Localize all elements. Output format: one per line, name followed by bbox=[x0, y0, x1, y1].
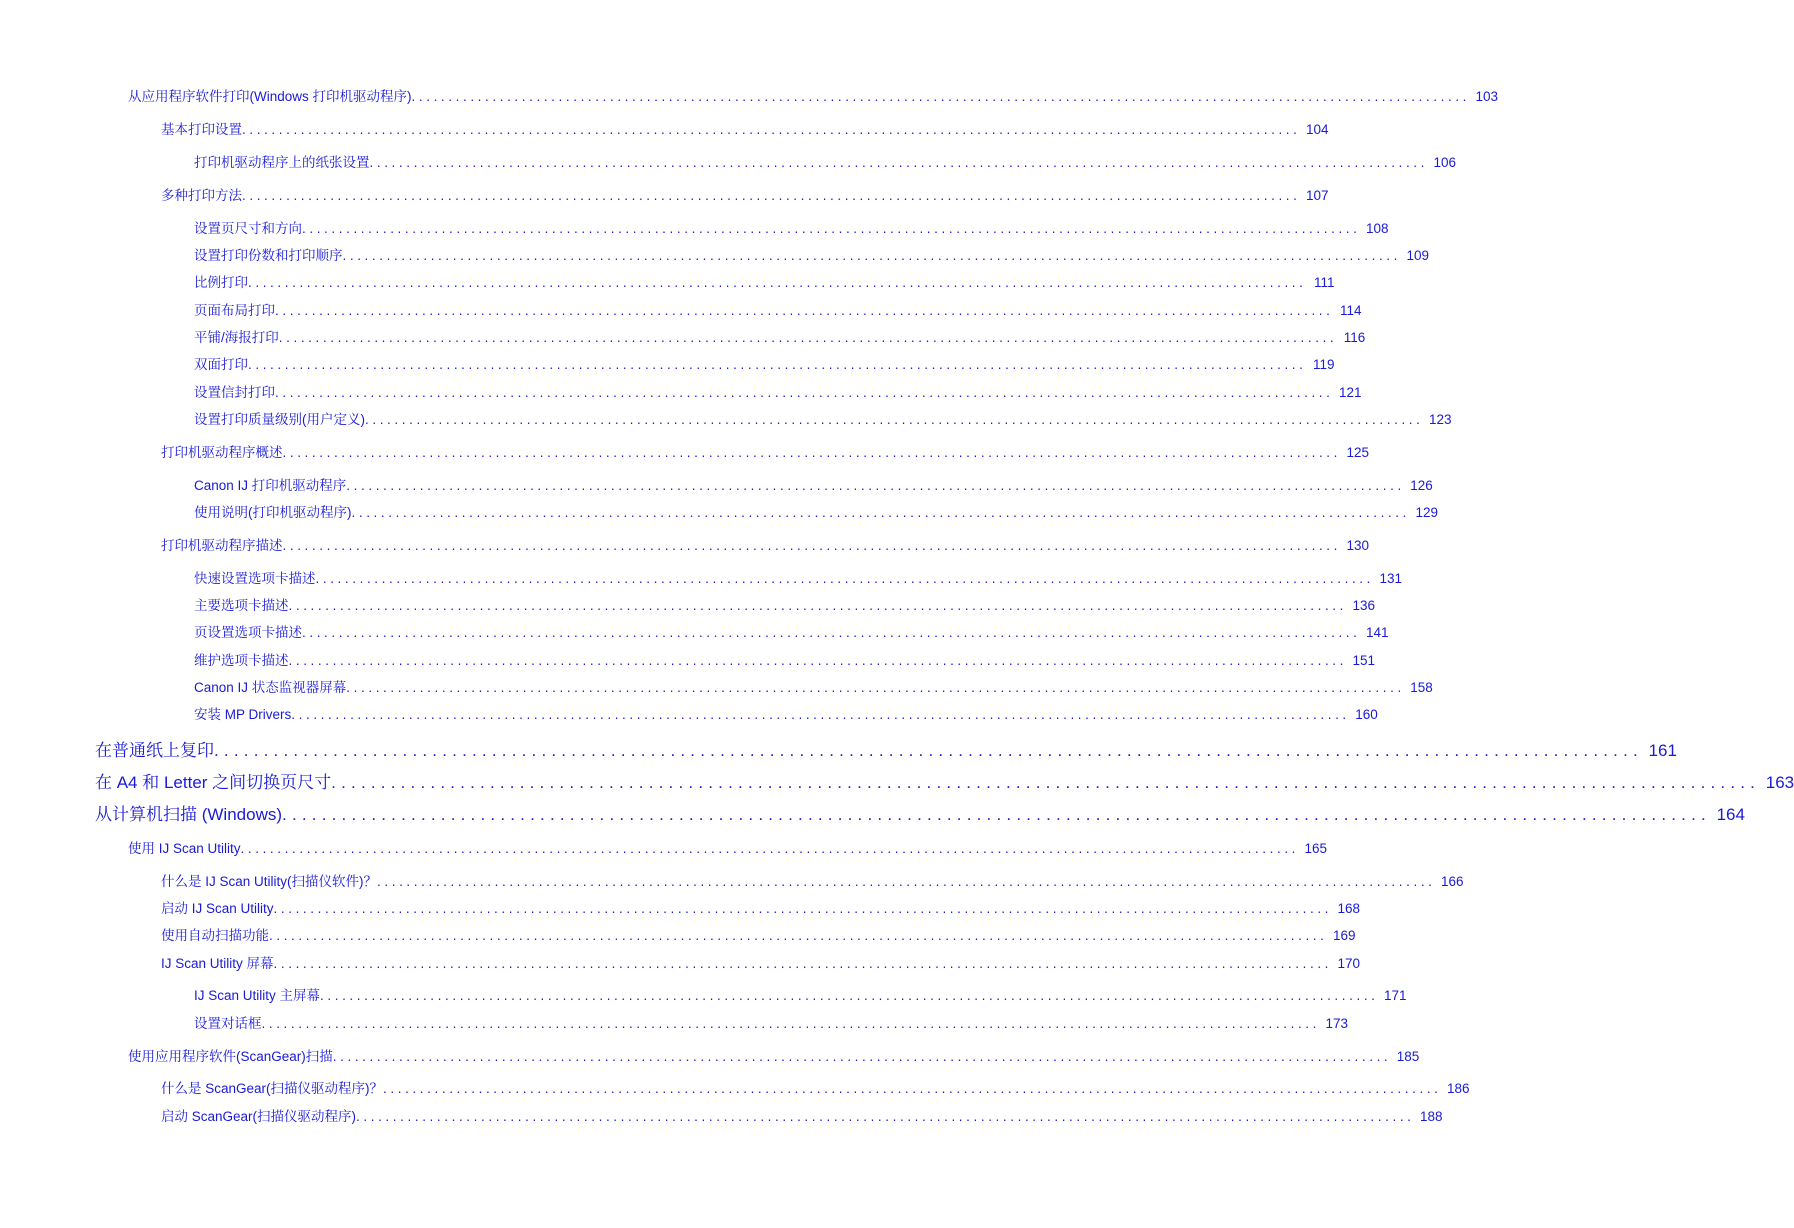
toc-entry-title: 设置打印质量级别(用户定义) bbox=[194, 412, 365, 427]
toc-leader-dots: ................................................................................................................................................ bbox=[383, 1081, 1442, 1096]
toc-leader-dots: ................................................................................................................................................ bbox=[331, 773, 1761, 792]
toc-leader-dots: ................................................................................................................................................ bbox=[273, 901, 1333, 916]
toc-entry-title: 在 A4 和 Letter 之间切换页尺寸 bbox=[95, 773, 332, 792]
toc-entry-page: 136 bbox=[1352, 598, 1376, 613]
toc-entry-page: 130 bbox=[1346, 538, 1370, 553]
toc-entry[interactable] bbox=[194, 1012, 1349, 1032]
toc-leader-dots: ................................................................................................................................................ bbox=[302, 625, 1361, 640]
toc-leader-dots: ................................................................................................................................................ bbox=[346, 478, 1405, 493]
toc-entry-page: 131 bbox=[1379, 571, 1403, 586]
toc-leader-dots: ................................................................................................................................................ bbox=[269, 928, 1328, 943]
toc-entry-page: 109 bbox=[1406, 248, 1430, 263]
toc-entry[interactable] bbox=[194, 621, 1389, 641]
toc-entry[interactable] bbox=[128, 837, 1328, 857]
toc-entry-title: 使用说明(打印机驱动程序) bbox=[194, 505, 352, 520]
toc-leader-dots: ................................................................................................................................................ bbox=[248, 275, 1307, 290]
toc-entry-title: 打印机驱动程序上的纸张设置 bbox=[194, 155, 370, 170]
toc-leader-dots: ................................................................................................................................................ bbox=[282, 445, 1342, 460]
toc-entry-title: 打印机驱动程序概述 bbox=[161, 445, 283, 460]
toc-entry-page: 114 bbox=[1339, 303, 1362, 318]
toc-entry-page: 119 bbox=[1312, 357, 1335, 372]
toc-entry-page: 129 bbox=[1415, 505, 1439, 520]
toc-entry-page: 164 bbox=[1716, 805, 1745, 824]
toc-entry-page: 126 bbox=[1410, 478, 1433, 493]
toc-entry-page: 141 bbox=[1365, 625, 1389, 640]
toc-leader-dots: ................................................................................................................................................ bbox=[261, 1016, 1321, 1031]
toc-chapter-entry[interactable] bbox=[95, 800, 1745, 825]
toc-entry-title: 设置对话框 bbox=[194, 1016, 262, 1031]
toc-entry-page: 121 bbox=[1338, 385, 1362, 400]
toc-leader-dots: ................................................................................................................................................ bbox=[351, 505, 1411, 520]
toc-entry[interactable] bbox=[194, 594, 1376, 614]
toc-entry-title: 主要选项卡描述 bbox=[194, 598, 289, 613]
toc-entry-page: 163 bbox=[1765, 773, 1794, 792]
toc-entry-title: 使用自动扫描功能 bbox=[161, 928, 269, 943]
toc-entry-page: 106 bbox=[1433, 155, 1457, 170]
toc-entry[interactable] bbox=[161, 952, 1361, 972]
toc-entry-title: 设置打印份数和打印顺序 bbox=[194, 248, 343, 263]
toc-entry[interactable] bbox=[194, 567, 1403, 587]
toc-entry-page: 173 bbox=[1325, 1016, 1349, 1031]
toc-entry[interactable] bbox=[194, 408, 1452, 428]
toc-entry[interactable] bbox=[194, 984, 1407, 1004]
toc-chapter-entry[interactable] bbox=[95, 736, 1677, 761]
toc-leader-dots: ................................................................................................................................................ bbox=[282, 805, 1711, 824]
toc-entry[interactable] bbox=[194, 326, 1366, 346]
toc-entry[interactable] bbox=[194, 501, 1439, 521]
toc-entry[interactable] bbox=[128, 1045, 1420, 1065]
toc-entry[interactable] bbox=[194, 703, 1378, 723]
toc-leader-dots: ................................................................................................................................................ bbox=[411, 89, 1471, 104]
toc-entry[interactable] bbox=[194, 649, 1376, 669]
toc-entry-title: 从计算机扫描 (Windows) bbox=[95, 805, 283, 824]
toc-entry-title: 使用应用程序软件(ScanGear)扫描 bbox=[128, 1049, 333, 1064]
toc-entry-title: 安装 MP Drivers bbox=[194, 707, 292, 722]
toc-leader-dots: ................................................................................................................................................ bbox=[332, 1049, 1392, 1064]
toc-entry-title: 页设置选项卡描述 bbox=[194, 625, 302, 640]
toc-entry[interactable] bbox=[194, 381, 1362, 401]
toc-entry-title: 基本打印设置 bbox=[161, 122, 242, 137]
toc-entry-page: 168 bbox=[1337, 901, 1361, 916]
toc-leader-dots: ................................................................................................................................................ bbox=[240, 841, 1300, 856]
toc-entry[interactable] bbox=[161, 870, 1464, 890]
toc-entry-title: 在普通纸上复印 bbox=[95, 741, 214, 760]
toc-entry-title: IJ Scan Utility 主屏幕 bbox=[194, 988, 321, 1003]
toc-leader-dots: ................................................................................................................................................ bbox=[365, 412, 1424, 427]
toc-entry-page: 125 bbox=[1346, 445, 1370, 460]
toc-entry-page: 108 bbox=[1365, 221, 1389, 236]
toc-entry[interactable] bbox=[128, 85, 1499, 105]
toc-leader-dots: ................................................................................................................................................ bbox=[275, 303, 1334, 318]
toc-leader-dots: ................................................................................................................................................ bbox=[377, 874, 1436, 889]
toc-entry[interactable] bbox=[194, 271, 1335, 291]
toc-entry[interactable] bbox=[161, 441, 1370, 461]
toc-leader-dots: ................................................................................................................................................ bbox=[242, 122, 1301, 137]
toc-leader-dots: ................................................................................................................................................ bbox=[278, 330, 1338, 345]
toc-entry-title: Canon IJ 打印机驱动程序 bbox=[194, 478, 347, 493]
toc-entry-page: 188 bbox=[1420, 1109, 1443, 1124]
toc-entry-page: 158 bbox=[1410, 680, 1433, 695]
toc-leader-dots: ................................................................................................................................................ bbox=[320, 988, 1379, 1003]
toc-entry[interactable] bbox=[161, 924, 1356, 944]
toc-entry-page: 151 bbox=[1352, 653, 1376, 668]
toc-entry-page: 169 bbox=[1332, 928, 1356, 943]
toc-entry-title: 双面打印 bbox=[194, 357, 248, 372]
toc-entry-title: 维护选项卡描述 bbox=[194, 653, 289, 668]
toc-leader-dots: ................................................................................................................................................ bbox=[356, 1109, 1415, 1124]
toc-leader-dots: ................................................................................................................................................ bbox=[242, 188, 1301, 203]
toc-entry[interactable] bbox=[194, 353, 1335, 373]
toc-entry-page: 171 bbox=[1384, 988, 1407, 1003]
toc-entry[interactable] bbox=[161, 118, 1329, 138]
toc-entry[interactable] bbox=[161, 897, 1361, 917]
toc-entry-page: 170 bbox=[1337, 956, 1361, 971]
toc-entry[interactable] bbox=[194, 299, 1362, 319]
toc-leader-dots: ................................................................................................................................................ bbox=[273, 956, 1333, 971]
toc-entry[interactable] bbox=[194, 217, 1389, 237]
toc-leader-dots: ................................................................................................................................................ bbox=[342, 248, 1402, 263]
toc-leader-dots: ................................................................................................................................................ bbox=[275, 385, 1334, 400]
toc-entry-page: 111 bbox=[1313, 275, 1335, 290]
toc-entry[interactable] bbox=[161, 1077, 1470, 1097]
toc-entry-page: 165 bbox=[1304, 841, 1328, 856]
toc-entry-title: 页面布局打印 bbox=[194, 303, 275, 318]
toc-entry-page: 160 bbox=[1355, 707, 1378, 722]
toc-leader-dots: ................................................................................................................................................ bbox=[288, 598, 1348, 613]
toc-leader-dots: ................................................................................................................................................ bbox=[282, 538, 1342, 553]
toc-entry-title: 快速设置选项卡描述 bbox=[194, 571, 316, 586]
toc-entry[interactable] bbox=[194, 244, 1430, 264]
toc-entry-title: 启动 ScanGear(扫描仪驱动程序) bbox=[161, 1109, 357, 1124]
toc-entry[interactable] bbox=[194, 676, 1433, 696]
toc-chapter-entry[interactable] bbox=[95, 768, 1794, 793]
toc-entry-title: Canon IJ 状态监视器屏幕 bbox=[194, 680, 347, 695]
toc-entry[interactable] bbox=[161, 184, 1329, 204]
toc-entry-page: 123 bbox=[1428, 412, 1452, 427]
toc-entry-title: 启动 IJ Scan Utility bbox=[161, 901, 274, 916]
toc-leader-dots: ................................................................................................................................................ bbox=[302, 221, 1361, 236]
toc-entry[interactable] bbox=[161, 534, 1370, 554]
toc-leader-dots: ................................................................................................................................................ bbox=[248, 357, 1307, 372]
toc-entry-title: 平铺/海报打印 bbox=[194, 330, 279, 345]
toc-entry-title: 设置页尺寸和方向 bbox=[194, 221, 302, 236]
toc-entry-title: 从应用程序软件打印(Windows 打印机驱动程序) bbox=[128, 89, 412, 104]
toc-entry-page: 166 bbox=[1441, 874, 1464, 889]
toc-entry-title: 多种打印方法 bbox=[161, 188, 242, 203]
toc-entry-page: 186 bbox=[1447, 1081, 1470, 1096]
toc-leader-dots: ................................................................................................................................................ bbox=[369, 155, 1429, 170]
toc-entry-page: 161 bbox=[1648, 741, 1677, 760]
toc-leader-dots: ................................................................................................................................................ bbox=[214, 741, 1643, 760]
toc-entry-title: IJ Scan Utility 屏幕 bbox=[161, 956, 274, 971]
toc-entry-title: 什么是 ScanGear(扫描仪驱动程序)？ bbox=[161, 1081, 384, 1096]
toc-entry-page: 103 bbox=[1475, 89, 1499, 104]
toc-entry[interactable] bbox=[161, 1105, 1443, 1125]
toc-leader-dots: ................................................................................................................................................ bbox=[315, 571, 1375, 586]
toc-entry-page: 185 bbox=[1396, 1049, 1420, 1064]
toc-entry-title: 打印机驱动程序描述 bbox=[161, 538, 283, 553]
toc-leader-dots: ................................................................................................................................................ bbox=[288, 653, 1348, 668]
toc-entry[interactable] bbox=[194, 474, 1433, 494]
toc-leader-dots: ................................................................................................................................................ bbox=[291, 707, 1350, 722]
toc-entry-page: 107 bbox=[1305, 188, 1329, 203]
toc-entry-title: 使用 IJ Scan Utility bbox=[128, 841, 241, 856]
toc-entry-title: 设置信封打印 bbox=[194, 385, 275, 400]
toc-leader-dots: ................................................................................................................................................ bbox=[346, 680, 1405, 695]
toc-entry-page: 116 bbox=[1343, 330, 1366, 345]
toc-entry-title: 比例打印 bbox=[194, 275, 248, 290]
toc-entry-page: 104 bbox=[1305, 122, 1329, 137]
toc-entry[interactable] bbox=[194, 151, 1457, 171]
toc-entry-title: 什么是 IJ Scan Utility(扫描仪软件)？ bbox=[161, 874, 378, 889]
